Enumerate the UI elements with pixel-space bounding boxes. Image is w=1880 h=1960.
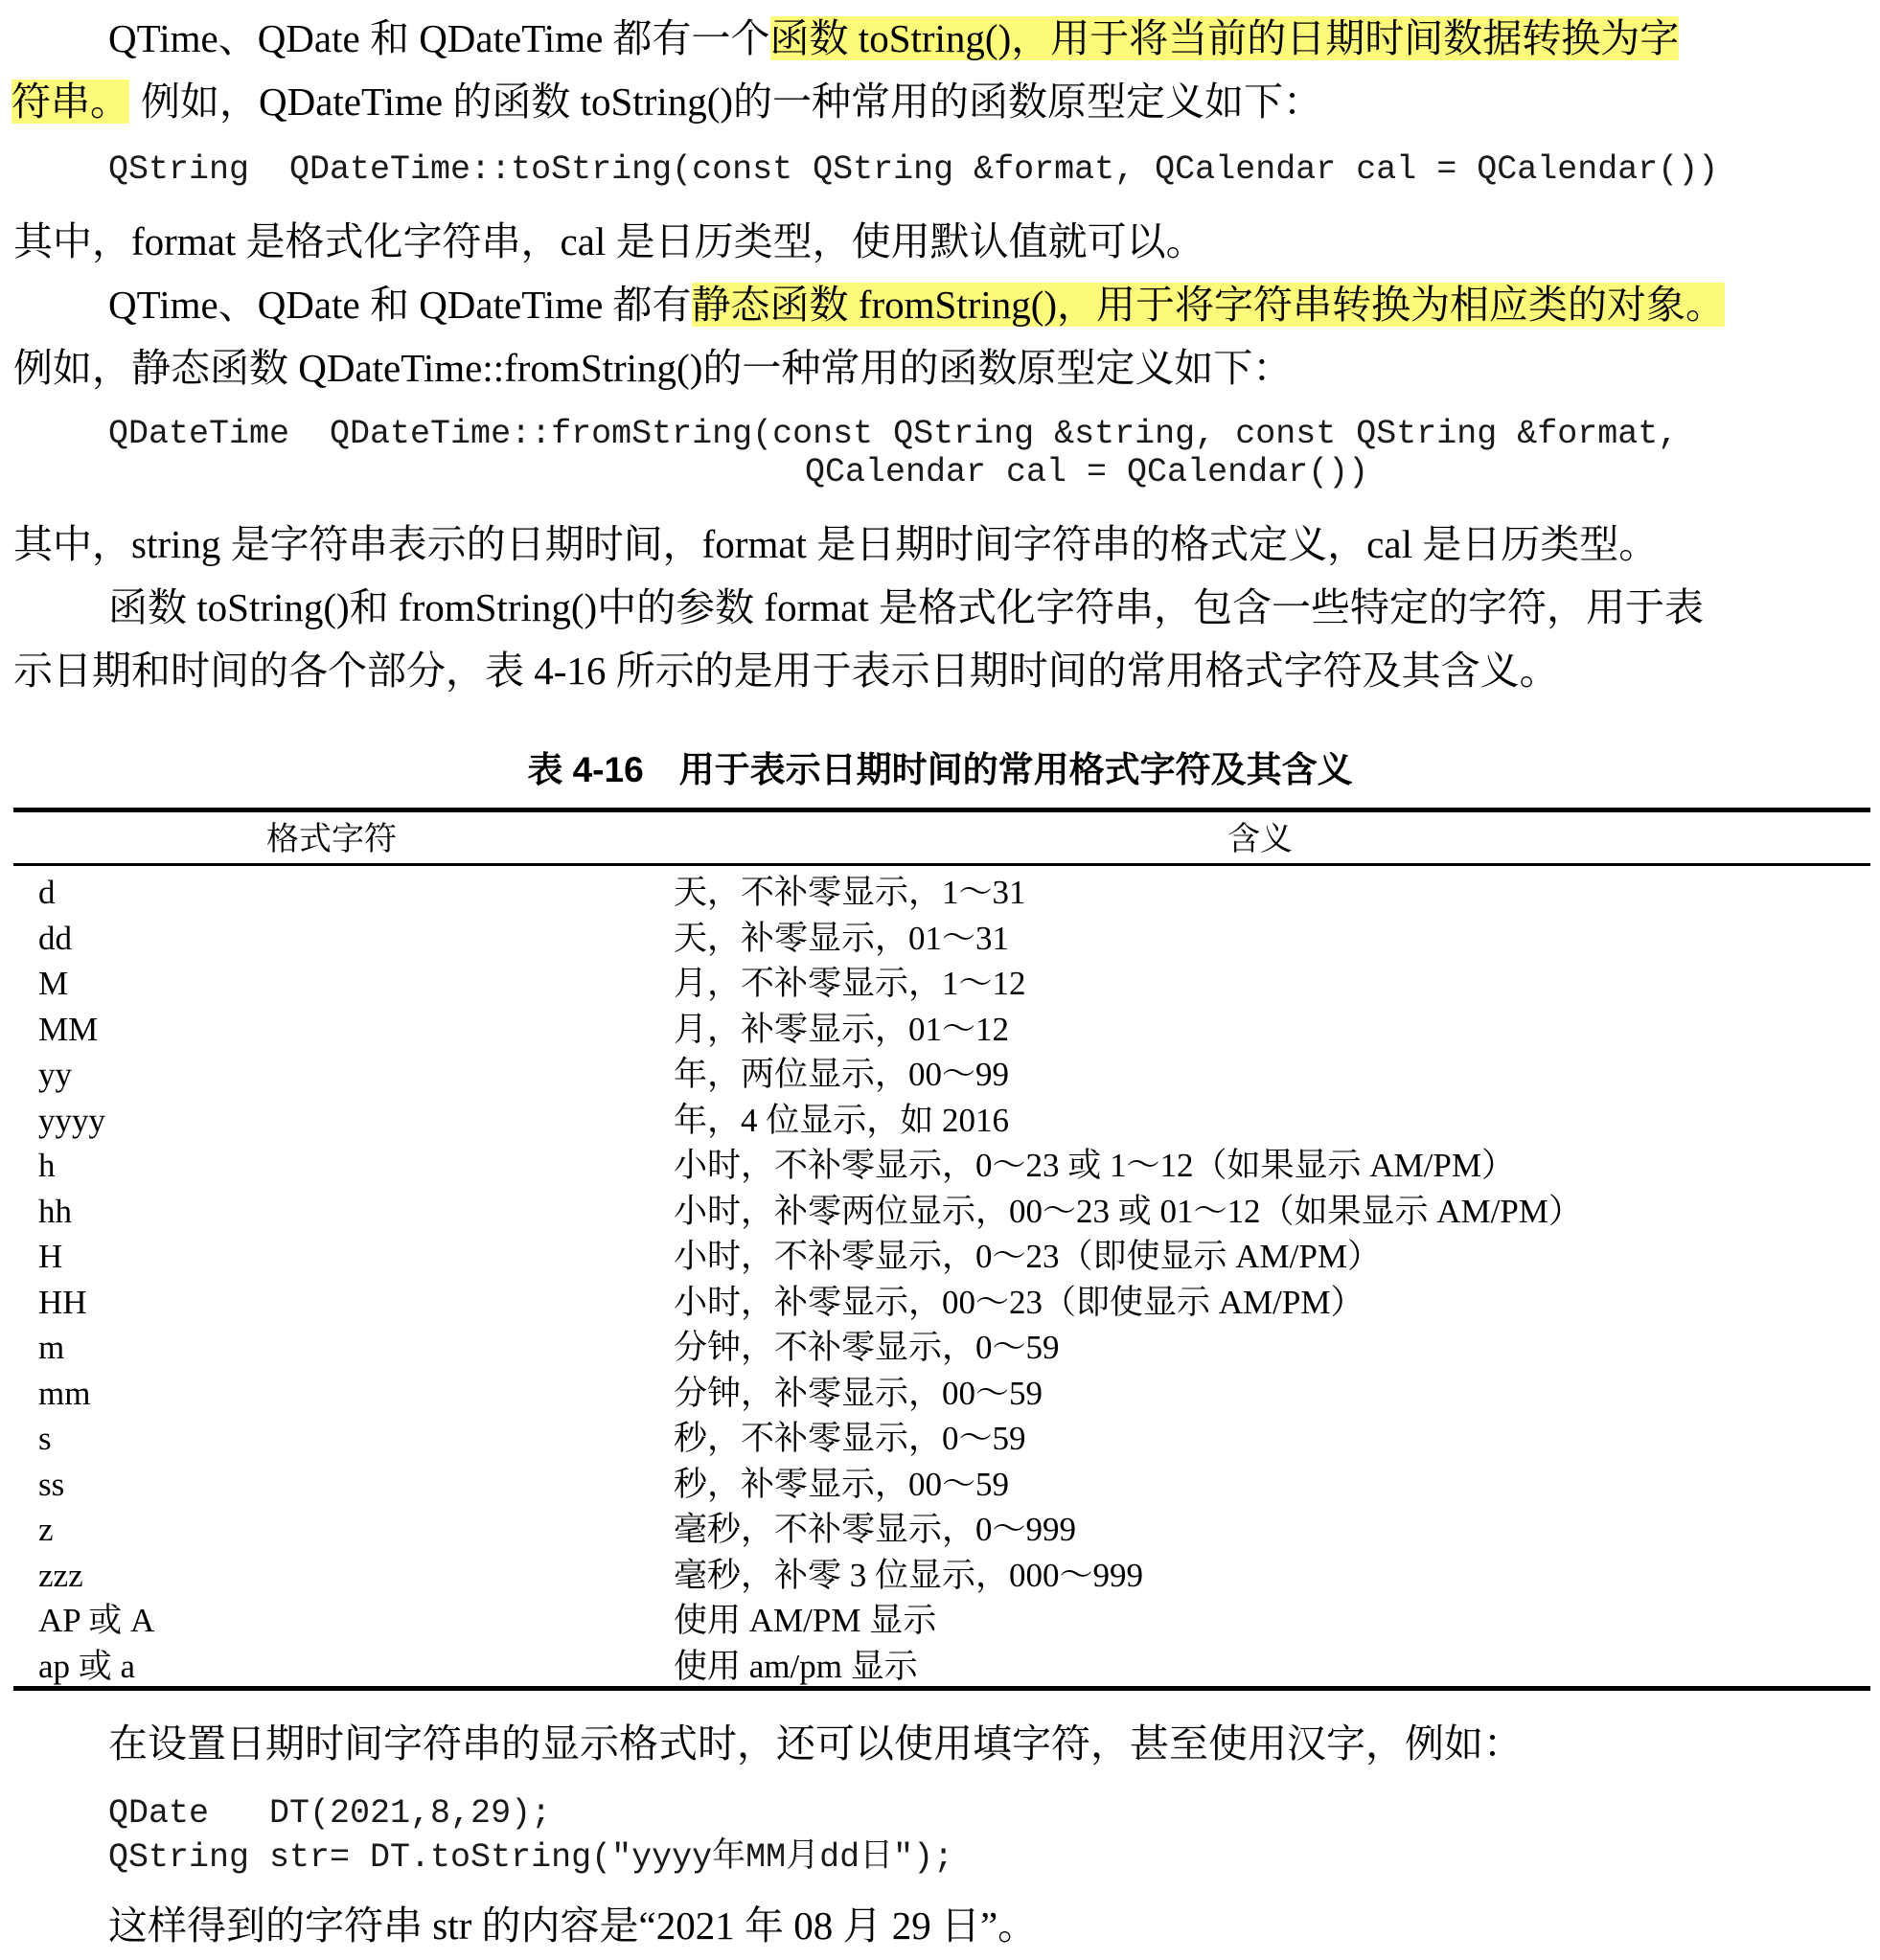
paragraph-4: 其中，string 是字符串表示的日期时间，format 是日期时间字符串的格式定义，cal 是日历类型。 [13, 522, 1659, 566]
format-cell: yy [38, 1056, 72, 1093]
table-row [0, 1143, 1880, 1189]
meaning-cell: 分钟，不补零显示，0～59 [674, 1329, 1060, 1366]
paragraph-3-line-1 [108, 276, 1725, 333]
format-cell: dd [38, 919, 72, 957]
table-row [0, 1598, 1880, 1644]
meaning-cell: 使用 AM/PM 显示 [674, 1602, 937, 1639]
paragraph-1-text: 例如，QDateTime 的函数 toString()的一种常用的函数原型定义如下： [141, 80, 1323, 124]
meaning-cell: 年，两位显示，00～99 [674, 1056, 1010, 1093]
table-row [0, 1052, 1880, 1098]
meaning-cell: 使用 am/pm 显示 [674, 1647, 918, 1685]
paragraph-5-line-2: 示日期和时间的各个部分，表 4-16 所示的是用于表示日期时间的常用格式字符及其含义。 [13, 649, 1559, 693]
format-cell: M [38, 965, 69, 1002]
table-body [0, 870, 1880, 1689]
table-row [0, 870, 1880, 916]
meaning-cell: 小时，不补零显示，0～23（即使显示 AM/PM） [674, 1238, 1381, 1275]
table-row [0, 1644, 1880, 1690]
table-row [0, 1325, 1880, 1371]
table-row [0, 1098, 1880, 1144]
paragraph-3-line-2: 例如，静态函数 QDateTime::fromString()的一种常用的函数原型定义如下： [13, 346, 1293, 390]
paragraph-2: 其中，format 是格式化字符串，cal 是日历类型，使用默认值就可以。 [13, 219, 1205, 263]
paragraph-5-line-1: 函数 toString()和 fromString()中的参数 format 是格式化字符串，包含一些特定的字符，用于表 [108, 585, 1704, 629]
table-row [0, 1189, 1880, 1235]
highlighted-text: 静态函数 fromString()，用于将字符串转换为相应类的对象。 [691, 283, 1726, 327]
code-block-example-line-1: QDate DT(2021,8,29); [108, 1794, 552, 1833]
paragraph-1-line-2 [11, 73, 1322, 130]
format-cell: m [38, 1329, 65, 1366]
highlighted-text: 函数 toString()，用于将当前的日期时间数据转换为字 [769, 16, 1680, 60]
paragraph-3-text: QTime、QDate 和 QDateTime 都有 [108, 283, 692, 327]
meaning-cell: 秒，补零显示，00～59 [674, 1465, 1010, 1503]
paragraph-1-line-1 [108, 10, 1679, 67]
format-cell: z [38, 1511, 54, 1548]
meaning-cell: 毫秒，补零 3 位显示，000～999 [674, 1556, 1144, 1594]
meaning-cell: 年，4 位显示，如 2016 [674, 1101, 1010, 1139]
format-cell: hh [38, 1192, 72, 1230]
meaning-cell: 天，补零显示，01～31 [674, 919, 1010, 957]
format-cell: h [38, 1147, 56, 1184]
table-top-rule [13, 808, 1870, 812]
highlighted-text: 符串。 [11, 80, 129, 124]
meaning-cell: 小时，补零两位显示，00～23 或 01～12（如果显示 AM/PM） [674, 1192, 1582, 1230]
meaning-cell: 天，不补零显示，1～31 [674, 874, 1026, 911]
format-cell: AP 或 A [38, 1602, 155, 1639]
format-cell: mm [38, 1374, 91, 1412]
meaning-cell: 月，不补零显示，1～12 [674, 965, 1026, 1002]
meaning-cell: 小时，补零显示，00～23（即使显示 AM/PM） [674, 1283, 1364, 1321]
meaning-cell: 月，补零显示，01～12 [674, 1010, 1010, 1048]
paragraph-7: 这样得到的字符串 str 的内容是“2021 年 08 月 29 日”。 [108, 1903, 1038, 1948]
table-row [0, 1280, 1880, 1326]
format-cell: s [38, 1420, 52, 1457]
table-row [0, 1234, 1880, 1280]
paragraph-1-text: QTime、QDate 和 QDateTime 都有一个 [108, 16, 770, 60]
meaning-cell: 小时，不补零显示，0～23 或 1～12（如果显示 AM/PM） [674, 1147, 1515, 1184]
table-row [0, 1553, 1880, 1599]
format-cell: zzz [38, 1556, 83, 1594]
table-caption: 表 4-16 用于表示日期时间的常用格式字符及其含义 [527, 750, 1353, 789]
table-row [0, 1416, 1880, 1462]
meaning-cell: 秒，不补零显示，0～59 [674, 1420, 1026, 1457]
format-cell: HH [38, 1283, 87, 1321]
table-header-rule [13, 863, 1870, 866]
table-row [0, 1507, 1880, 1553]
table-header-meaning: 含义 [1227, 821, 1293, 857]
table-row [0, 916, 1880, 962]
table-row [0, 1371, 1880, 1417]
format-cell: ap 或 a [38, 1647, 136, 1685]
format-cell: d [38, 874, 56, 911]
table-row [0, 1462, 1880, 1508]
format-cell: ss [38, 1465, 65, 1503]
table-row [0, 961, 1880, 1007]
code-block-example-line-2: QString str= DT.toString("yyyy年MM月dd日"); [108, 1838, 954, 1877]
meaning-cell: 分钟，补零显示，00～59 [674, 1374, 1043, 1412]
format-cell: MM [38, 1010, 99, 1048]
meaning-cell: 毫秒，不补零显示，0～999 [674, 1511, 1077, 1548]
format-cell: yyyy [38, 1101, 105, 1139]
format-cell: H [38, 1238, 63, 1275]
code-block-tostring: QString QDateTime::toString(const QString &format, QCalendar cal = QCalendar()) [108, 150, 1719, 189]
table-header-format: 格式字符 [266, 821, 397, 857]
code-block-fromstring-line-2: QCalendar cal = QCalendar()) [805, 453, 1369, 491]
code-block-fromstring-line-1: QDateTime QDateTime::fromString(const QString &string, const QString &format, [108, 415, 1679, 453]
table-row [0, 1007, 1880, 1053]
paragraph-6: 在设置日期时间字符串的显示格式时，还可以使用填字符，甚至使用汉字，例如： [108, 1721, 1523, 1766]
